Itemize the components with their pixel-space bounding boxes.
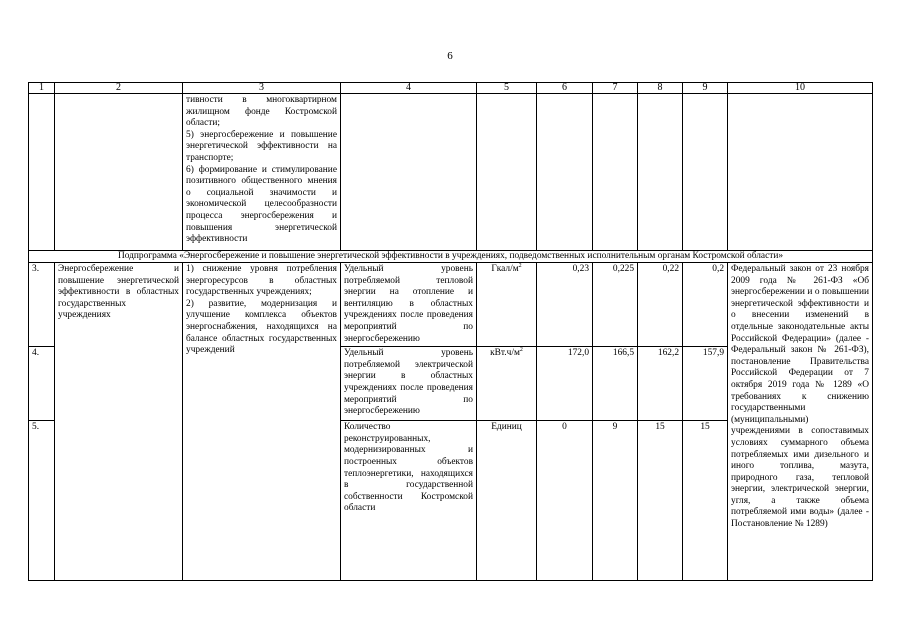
table-row xyxy=(29,263,873,347)
value-cell: 0,22 xyxy=(638,263,683,347)
indicator-name: Удельный уровень потребляемой электрической энергии в областных учреждениях после проведения мероприятий по энергосбережению xyxy=(341,347,477,421)
col-header: 10 xyxy=(728,83,873,94)
unit: Единиц xyxy=(477,421,537,581)
value-cell: 15 xyxy=(638,421,683,581)
continuation-row xyxy=(29,94,873,251)
value-cell: 0,23 xyxy=(537,263,593,347)
value-cell: 9 xyxy=(593,421,638,581)
value-cell: 172,0 xyxy=(537,347,593,421)
unit: Гкал/$м^2$ xyxy=(477,263,537,347)
value-cell: 0,225 xyxy=(593,263,638,347)
task-goals: 1) снижение уровня потребления энергоресурсов в областных государственных учреждениях; 2) развитие, модернизация и улучшение комплекса объектов энергоснабжения, находящихся на балансе областных государственных учреждений xyxy=(183,263,341,581)
row-number: 5. xyxy=(29,421,55,581)
header-row xyxy=(29,83,873,94)
value-cell: 0,2 xyxy=(683,263,728,347)
task-goals-continuation: тивности в многоквартирном жилищном фонде Костромской области; 5) энергосбережение и повышение энергетической эффективности на транспорте; 6) формирование и стимулирование позитивного общественного мнения о социальной значимости и экономической целесообразности процесса энергосбережения и повышения энергетической эффективности xyxy=(183,94,341,251)
col-header: 9 xyxy=(683,83,728,94)
col-header: 2 xyxy=(55,83,183,94)
page-number: 6 xyxy=(447,50,453,62)
legal-basis: Федеральный закон от 23 ноября 2009 года № 261-ФЗ «Об энергосбережении и о повышении энергетической эффективности и о внесении изменений в отдельные законодательные акты Российской Федерации» (далее - Федеральный закон № 261-ФЗ), постановление Правительства Российской Федерации от 7 октября 2019 года № 1289 «О требованиях к снижению государственными (муниципальными) учреждениями в сопоставимых условиях суммарного объема потребляемых ими дизельного и иного топлива, мазута, природного газа, тепловой энергии, электрической энергии, угля, а также объема потребляемой ими воды» (далее - Постановление № 1289) xyxy=(728,263,873,581)
unit: $кВт.ч/м^2$ xyxy=(477,347,537,421)
task-name: Энергосбережение и повышение энергетической эффективности в областных государственных учреждениях xyxy=(55,263,183,581)
value-cell: 162,2 xyxy=(638,347,683,421)
col-header: 6 xyxy=(537,83,593,94)
indicator-name: Удельный уровень потребляемой тепловой энергии на отопление и вентиляцию в областных учреждениях после проведения мероприятий по энергосбережению xyxy=(341,263,477,347)
subprogram-row xyxy=(29,251,873,263)
subprogram-title: Подпрограмма «Энергосбережение и повышение энергетической эффективности в учреждениях, подведомственных исполнительным органам Костромской области» xyxy=(29,251,873,263)
col-header: 8 xyxy=(638,83,683,94)
value-cell: 157,9 xyxy=(683,347,728,421)
value-cell: 15 xyxy=(683,421,728,581)
row-number: 4. xyxy=(29,347,55,421)
indicator-name: Количество реконструированных, модернизированных и построенных объектов теплоэнергетики, находящихся в государственной собственности Костромской области xyxy=(341,421,477,581)
col-header: 3 xyxy=(183,83,341,94)
indicators-table xyxy=(28,82,873,581)
row-number: 3. xyxy=(29,263,55,347)
col-header: 5 xyxy=(477,83,537,94)
value-cell: 0 xyxy=(537,421,593,581)
col-header: 4 xyxy=(341,83,477,94)
col-header: 7 xyxy=(593,83,638,94)
value-cell: 166,5 xyxy=(593,347,638,421)
col-header: 1 xyxy=(29,83,55,94)
